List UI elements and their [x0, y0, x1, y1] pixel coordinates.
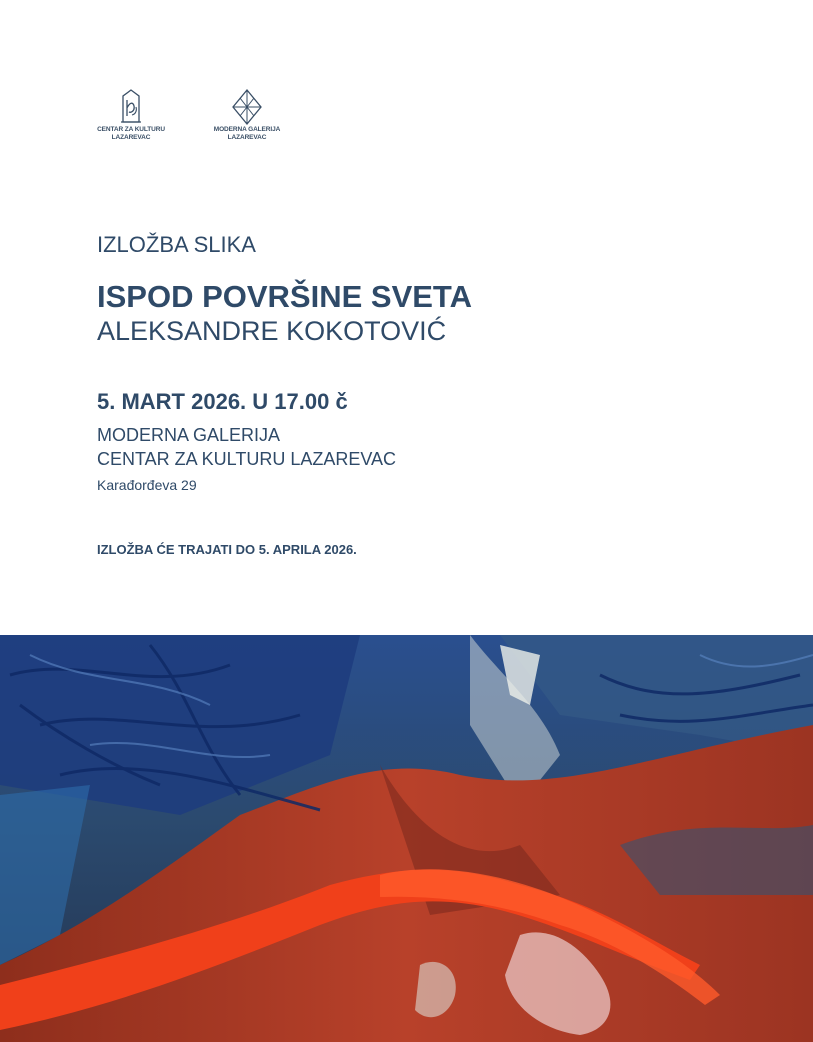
exhibition-kicker: IZLOŽBA SLIKA	[97, 232, 256, 257]
building-monogram-icon	[118, 88, 144, 126]
abstract-painting-image	[0, 635, 813, 1042]
exhibition-duration: IZLOŽBA ĆE TRAJATI DO 5. APRILA 2026.	[97, 542, 357, 557]
venue-line-1: MODERNA GALERIJA	[97, 425, 281, 445]
logo-gallery-line1: MODERNA GALERIJA	[213, 126, 281, 133]
star-diamond-icon	[229, 88, 265, 126]
logo-center-line1: CENTAR ZA KULTURU	[97, 126, 165, 133]
logo-moderna-galerija	[207, 88, 287, 142]
event-date: 5. MART 2026. U 17.00 č	[97, 389, 348, 414]
artist-name: ALEKSANDRE KOKOTOVIĆ	[97, 316, 447, 346]
logo-centar-za-kulturu	[92, 88, 170, 142]
logo-gallery-line2: LAZAREVAC	[227, 134, 267, 141]
venue-address: Karađorđeva 29	[97, 477, 197, 493]
venue-line-2: CENTAR ZA KULTURU LAZAREVAC	[97, 449, 397, 469]
exhibition-title: ISPOD POVRŠINE SVETA	[97, 279, 472, 314]
logo-center-line2: LAZAREVAC	[111, 134, 151, 141]
